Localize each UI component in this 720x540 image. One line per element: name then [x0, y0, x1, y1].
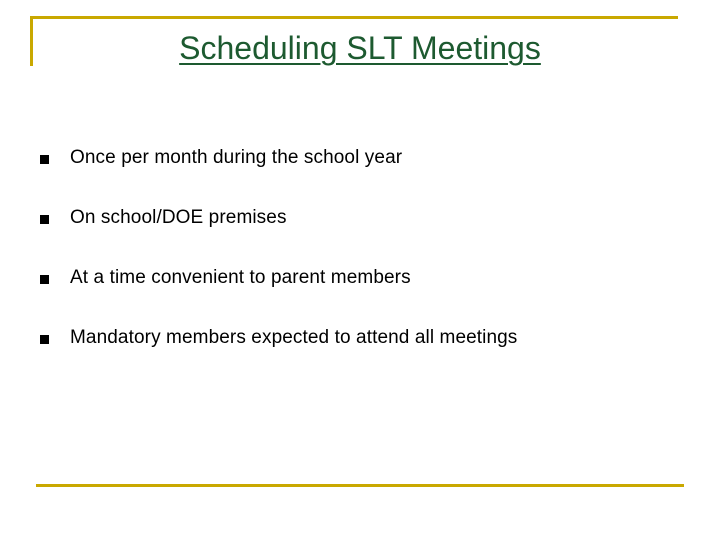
bullet-list: [40, 128, 517, 368]
square-bullet-icon: [40, 275, 49, 284]
bullet-item: [40, 308, 517, 368]
bullet-text: Mandatory members expected to attend all meetings: [70, 327, 518, 348]
bullet-text: On school/DOE premises: [70, 207, 287, 228]
square-bullet-icon: [40, 155, 49, 164]
bullet-text: Once per month during the school year: [70, 147, 403, 168]
square-bullet-icon: [40, 215, 49, 224]
bullet-item: [40, 188, 517, 248]
bullet-item: [40, 248, 517, 308]
frame-bottom-rule: [36, 484, 684, 487]
frame-top-rule: [30, 16, 678, 19]
slide-title: Scheduling SLT Meetings: [179, 30, 541, 66]
bullet-text: At a time convenient to parent members: [70, 267, 411, 288]
bullet-item: [40, 128, 517, 188]
square-bullet-icon: [40, 335, 49, 344]
